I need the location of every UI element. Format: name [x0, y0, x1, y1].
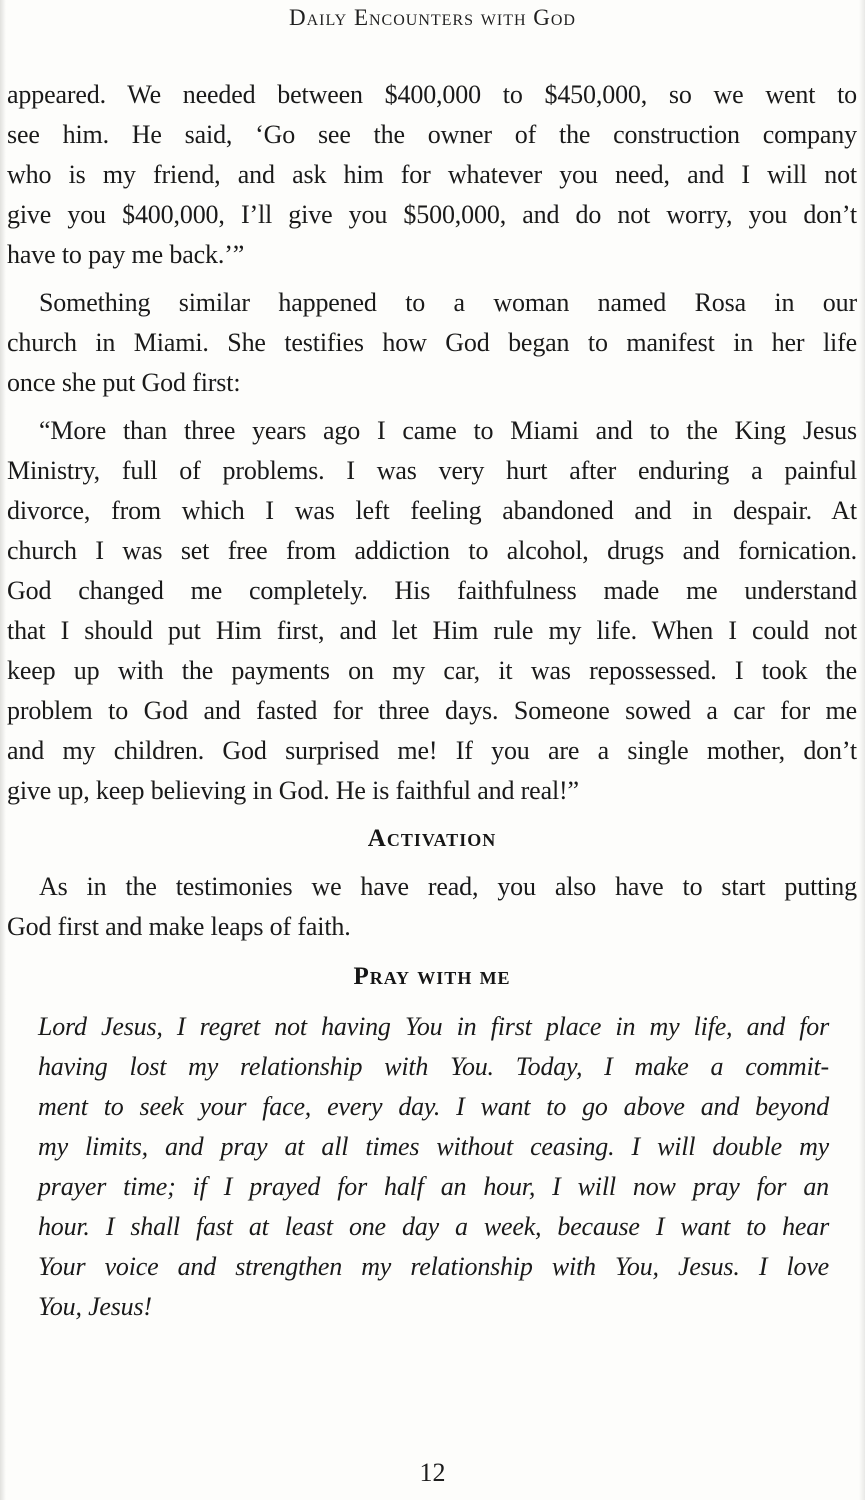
text-line: God first and make leaps of faith. [7, 912, 351, 941]
text-line: church I was set free from addiction to alcohol, drugs and fornication. [7, 536, 857, 565]
text-line: Lord Jesus, I regret not having You in first place in my life, and for [38, 1012, 829, 1041]
text-line: that I should put Him first, and let Him rule my life. When I could not [7, 616, 857, 645]
text-line: once she put God first: [7, 368, 241, 397]
paragraph-rosa-testimony [7, 411, 857, 811]
text-line: ment to seek your face, every day. I want to go above and beyond [38, 1092, 829, 1121]
paragraph-rosa-intro [7, 283, 857, 403]
paragraph-activation [7, 867, 857, 947]
text-line: appeared. We needed between $400,000 to $450,000, so we went to [7, 80, 857, 109]
text-line: Ministry, full of problems. I was very hurt after enduring a painful [7, 456, 857, 485]
text-line: and my children. God surprised me! If you are a single mother, don’t [7, 736, 857, 765]
text-line: give you $400,000, I’ll give you $500,000, and do not worry, you don’t [7, 200, 857, 229]
page-content [7, 75, 857, 1327]
running-header: Daily Encounters with God [288, 5, 576, 30]
text-line: “More than three years ago I came to Miami and to the King Jesus [39, 416, 857, 445]
text-line: my limits, and pray at all times without ceasing. I will double my [38, 1132, 829, 1161]
text-line: prayer time; if I prayed for half an hour, I will now pray for an [38, 1172, 829, 1201]
text-line: keep up with the payments on my car, it was repossessed. I took the [7, 656, 857, 685]
page-edge-shadow-right [859, 0, 865, 1500]
text-line: give up, keep believing in God. He is faithful and real!” [7, 776, 579, 805]
text-line: You, Jesus! [38, 1292, 152, 1321]
text-line: see him. He said, ‘Go see the owner of the construction company [7, 120, 857, 149]
text-line: hour. I shall fast at least one day a week, because I want to hear [38, 1212, 829, 1241]
text-line: Your voice and strengthen my relationship with You, Jesus. I love [38, 1252, 829, 1281]
text-line: have to pay me back.’” [7, 240, 245, 269]
activation-heading: Activation [367, 825, 497, 852]
text-line: having lost my relationship with You. Today, I make a commit- [38, 1052, 829, 1081]
text-line: problem to God and fasted for three days. Someone sowed a car for me [7, 696, 857, 725]
text-line: As in the testimonies we have read, you also have to start putting [39, 872, 857, 901]
page-edge-shadow-left [0, 0, 6, 1500]
pray-with-me-heading: Pray with me [353, 963, 511, 990]
text-line: Something similar happened to a woman named Rosa in our [39, 288, 857, 317]
prayer-text [38, 1007, 829, 1327]
text-line: who is my friend, and ask him for whatever you need, and I will not [7, 160, 857, 189]
page-number: 12 [419, 1458, 446, 1487]
text-line: divorce, from which I was left feeling abandoned and in despair. At [7, 496, 857, 525]
text-line: God changed me completely. His faithfulness made me understand [7, 576, 857, 605]
paragraph-testimony-construction [7, 75, 857, 275]
text-line: church in Miami. She testifies how God began to manifest in her life [7, 328, 857, 357]
